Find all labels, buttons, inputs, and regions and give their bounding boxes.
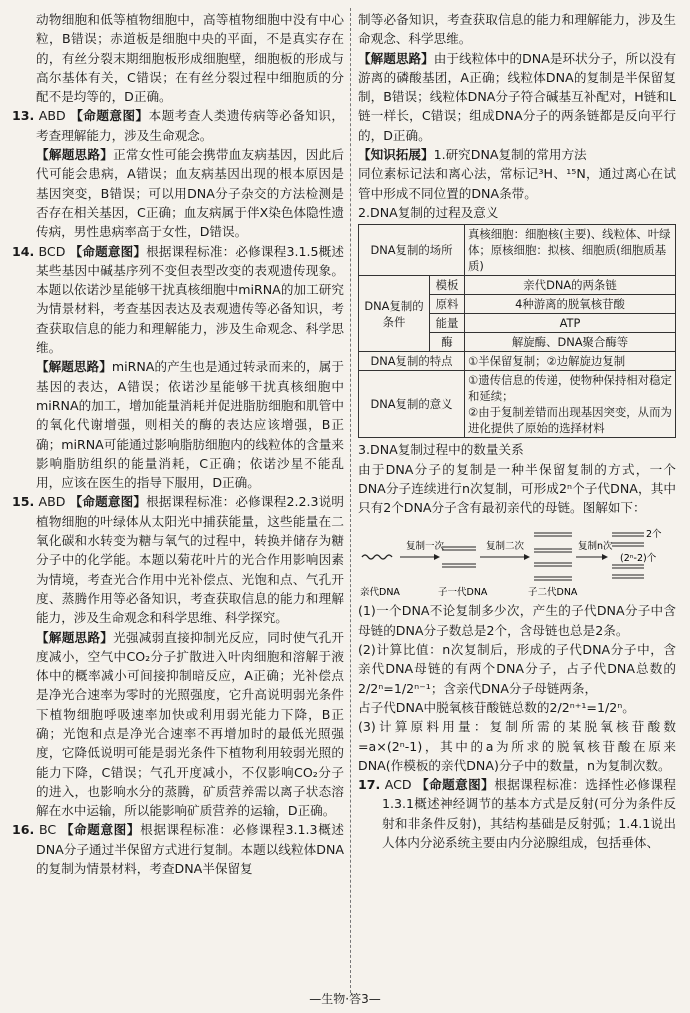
parent-dna-strand [362,555,392,559]
label-child2-dna: 子二代DNA [528,587,578,599]
quantity-rule-2b: 占子代DNA中脱氧核苷酸链总数的2/2ⁿ⁺¹=1/2ⁿ。 [358,699,635,715]
question-14-solution [12,357,344,492]
table-label-features: DNA复制的特点 [359,352,465,371]
solution-text: 正常女性可能会携带血友病基因，因此后代可能会患病，A错误；血友病基因出现的根本原因是基因突变，B错误；可以用DNA分子杂交的方法检测是否存在相关基因，C正确；血友病属于伴X染色体隐性遗传病，男性患病率高于女性，D错误。 [36,147,344,240]
label-parent-dna: 亲代DNA [360,587,400,599]
left-column [12,10,344,878]
answer: ACD [384,777,412,793]
label-replicate-once: 复制一次 [406,541,445,553]
replication-diagram [358,519,676,599]
solution-tag: 【解题思路】 [36,359,112,375]
extension-item-1-title: 1.研究DNA复制的常用方法 [433,147,587,163]
table-value-meaning [465,371,676,438]
answer: BCD [38,243,66,259]
table-cond-key: 能量 [430,314,465,333]
page-footer: —生物·答3— [309,992,381,1006]
table-label-meaning: DNA复制的意义 [359,371,465,438]
table-value-place: 真核细胞：细胞核(主要)、线粒体、叶绿体；原核细胞：拟核、细胞质(细胞质基质) [465,225,676,276]
answer: BC [38,822,57,838]
meaning-item-2: ②由于复制差错而出现基因突变，从而为进化提供了原始的选择材料 [468,405,672,436]
intent-text: 根据课程标准：必修课程3.1.3概述DNA分子通过半保留方式进行复制。本题以线粒体DNA的复制为情景材料，考查DNA半保留复 [36,822,345,877]
quantity-rule-3: (3)计算原料用量：复制所需的某脱氧核苷酸数=a×(2ⁿ-1)，其中的a为所求的脱氧核苷酸在原来DNA(作模板的亲代DNA)分子中的数量，n为复制次数。 [358,719,676,773]
question-number: 16. [12,822,35,838]
table-cond-key: 模板 [430,276,465,295]
solution-tag: 【解题思路】 [36,147,114,163]
extension-item-2-title: 2.DNA复制的过程及意义 [358,204,499,220]
label-rest: (2ⁿ-2)个 [620,553,657,565]
meaning-item-1: ①遗传信息的传递，使物种保持相对稳定和延续； [468,373,672,404]
table-cond-key: 原料 [430,295,465,314]
knowledge-extension-heading [358,145,676,164]
label-replicate-n: 复制n次 [578,541,613,553]
question-15-solution [12,628,344,821]
table-value-features: ①半保留复制；②边解旋边复制 [465,352,676,371]
solution-text: 由于线粒体中的DNA是环状分子，所以没有游离的磷酸基团，A正确；线粒体DNA的复制是半保留复制，B错误；线粒体DNA分子符合碱基互补配对，H链和L链一样长，C错误；组成DNA分子的两条链都是反向平行的，D正确。 [358,50,677,143]
quantity-rule-1: (1)一个DNA不论复制多少次，产生的子代DNA分子中含母链的DNA分子数总是2个，含母链也总是2条。 [358,603,676,638]
question-13-intent [12,106,344,145]
table-cond-value: 亲代DNA的两条链 [465,276,676,295]
right-column [358,10,676,852]
question-17-intent [358,775,676,852]
continued-paragraph: 制等必备知识，考查获取信息的能力和理解能力，涉及生命观念、科学思维。 [358,12,676,47]
table-cond-value: ATP [465,314,676,333]
solution-tag: 【解题思路】 [358,50,434,66]
label-two: 2个 [646,529,662,541]
intent-tag: 【命题意图】 [70,108,149,124]
table-cond-key: 酶 [430,333,465,352]
question-16-intent [12,820,344,878]
quantity-rule-2a: (2)计算比值：n次复制后，形成的子代DNA分子中，含亲代DNA母链的有两个DNA分子，占子代DNA总数的2/2ⁿ=1/2ⁿ⁻¹；含亲代DNA分子母链两条， [358,642,676,696]
intent-tag: 【命题意图】 [69,243,147,259]
intent-text: 根据课程标准：必修课程3.1.5概述某些基因中碱基序列不变但表型改变的表观遗传现象。本题以依诺沙星能够干扰真核细胞中miRNA的加工研究为情景材料，考查基因表达及表观遗传等必备知识，考查获取信息的能力和理解能力，涉及生命观念、科学思维。 [36,243,344,356]
extension-item-3-body: 由于DNA分子的复制是一种半保留复制的方式，一个DNA分子连续进行n次复制，可形成2ⁿ个子代DNA，其中只有2个DNA分子含有最初亲代的母链。图解如下： [358,461,676,516]
intent-text: 根据课程标准：选择性必修课程1.3.1概述神经调节的基本方式是反射(可分为条件反射和非条件反射)，其结构基础是反射弧；1.4.1说出人体内分泌系统主要由内分泌腺组成，包括垂体、 [382,777,677,851]
question-number: 15. [12,494,35,510]
arrow-head [524,554,530,560]
question-13-solution [12,145,344,241]
table-cond-value: 4种游离的脱氧核苷酸 [465,295,676,314]
replication-diagram-svg [358,519,676,599]
column-divider [350,8,351,993]
table-cond-value: 解旋酶、DNA聚合酶等 [465,333,676,352]
solution-text: 光强减弱直接抑制光反应，同时使气孔开度减小，空气中CO₂分子扩散进入叶肉细胞和溶解于液体中的概率减小可间接抑制暗反应，A正确；光补偿点是净光合速率为零时的光照强度，它升高说明弱光条件下植物细胞呼吸速率加快或利用弱光能力下降，B正确；光饱和点是净光合速率不再增加时的最低光照强度，它降低说明可能是弱光条件下植物利用较弱光照的能力下降，C错误；气孔开度减小，不仅影响CO₂分子的进入，也影响水分的蒸腾，矿质营养需以离子状态溶解在水中运输，所以能影响矿质营养的运输，D正确。 [36,629,344,819]
arrow-head [602,554,608,560]
label-replicate-twice: 复制二次 [486,541,525,553]
answer: ABD [38,494,66,510]
table-label-place: DNA复制的场所 [359,225,465,276]
continued-paragraph: 动物细胞和低等植物细胞中，高等植物细胞中没有中心粒，B错误；赤道板是细胞中央的平面，不是真实存在的，有丝分裂末期细胞板形成细胞壁，细胞板的形成与高尔基体有关，C错误；在有丝分裂过程中细胞质的分配不是均等的，D正确。 [36,12,344,105]
extension-item-1-body: 同位素标记法和离心法，常标记³H、¹⁵N，通过离心在试管中形成不同位置的DNA条带。 [358,166,676,201]
label-child1-dna: 子一代DNA [438,587,488,599]
question-number: 14. [12,243,35,259]
arrow-head [434,554,440,560]
question-14-intent [12,242,344,358]
intent-text: 根据课程标准：必修课程2.2.3说明植物细胞的叶绿体从太阳光中捕获能量，这些能量在二氧化碳和水转变为糖与氧气的过程中，转换并储存为糖分子中的化学能。本题以菊花叶片的光合作用影响因素为情境，考查光合作用中光补偿点、光饱和点、气孔开度、蒸腾作用等必备知识，考查获取信息的能力和理解能力，涉及生命观念和科学思维、科学探究。 [36,494,344,626]
intent-tag: 【命题意图】 [69,494,147,510]
solution-tag: 【解题思路】 [36,629,114,645]
extension-tag: 【知识拓展】 [358,147,434,163]
question-number: 17. [358,777,381,793]
table-label-conditions: DNA复制的条件 [359,276,430,352]
question-number: 13. [12,108,35,124]
answer: ABD [38,108,66,124]
question-16-solution [358,49,676,145]
intent-tag: 【命题意图】 [416,777,495,793]
dna-replication-table [358,224,676,438]
solution-text: miRNA的产生也是通过转录而来的，属于基因的表达，A错误；依诺沙星能够干扰真核细胞中miRNA的加工，增加能量消耗并促进脂肪细胞和肌管中的氧化代谢增强，则相关的酶的表达应该增强，B正确；miRNA可能通过影响脂肪细胞内的线粒体的含量来影响脂肪组织的能量消耗，C正确；依诺沙星不能乱用，应该在医生的指导下服用，D正确。 [36,359,344,491]
intent-tag: 【命题意图】 [60,822,141,838]
intent-text: 本题考查人类遗传病等必备知识，考查理解能力，涉及生命观念。 [36,108,344,143]
extension-item-3-title: 3.DNA复制过程中的数量关系 [358,442,524,458]
question-15-intent [12,492,344,627]
